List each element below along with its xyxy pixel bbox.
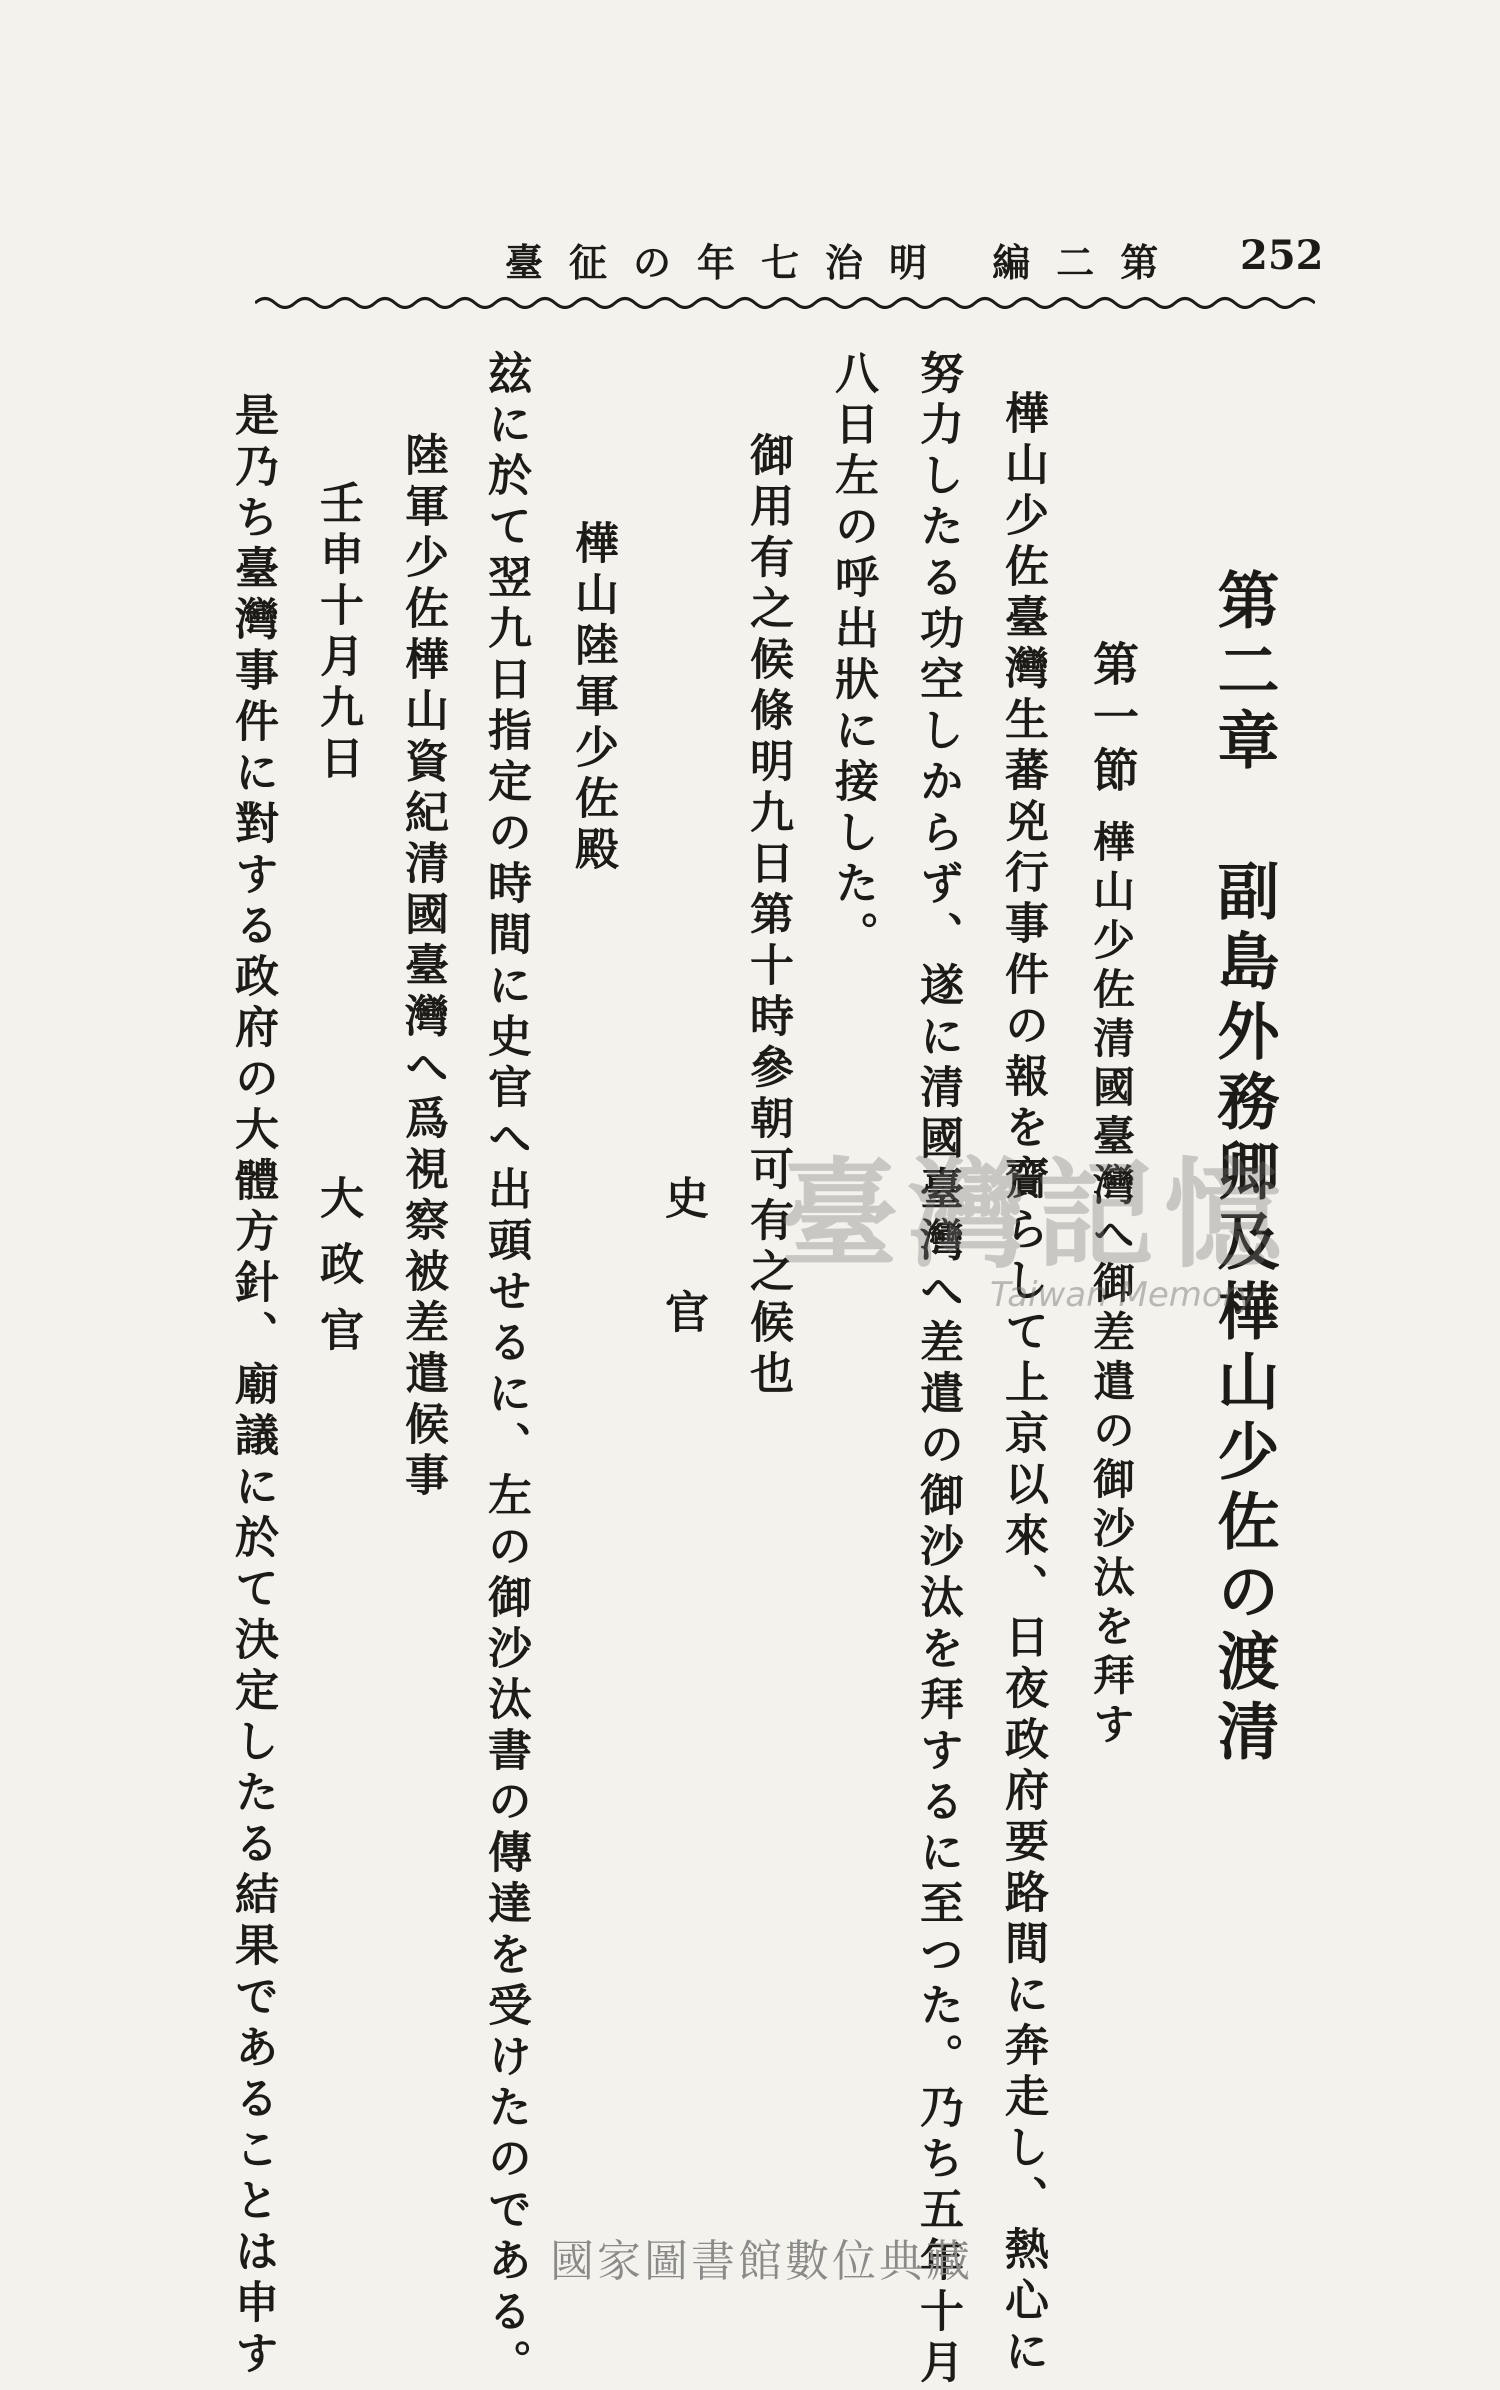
order-date: 壬申十月九日 [312, 480, 363, 786]
taiwan-memory-watermark: 臺灣記憶 [780, 1146, 1293, 1284]
paragraph-1-line-1: 樺山少佐臺灣生蕃兇行事件の報を齎らして上京以來、日夜政府要路間に奔走し、熱心に [997, 390, 1048, 2379]
paragraph-1-line-2: 努力したる功空しからず、遂に清國臺灣へ差遣の御沙汰を拜するに至つた。乃ち五年十月 [912, 350, 963, 2390]
paragraph-1-line-3: 八日左の呼出狀に接した。 [827, 350, 878, 962]
page-number: 252 [1240, 232, 1324, 279]
order-issuer: 大政官 [312, 1175, 363, 1373]
chapter-title: 第二章 副島外務卿及樺山少佐の渡清 [1207, 568, 1280, 1769]
running-title: 臺征の年七治明 編二第 [505, 240, 1185, 285]
paragraph-3: 是乃ち臺灣事件に對する政府の大體方針、廟議に於て決定したる結果であることは申す [227, 392, 278, 2381]
section-label: 第一節 [1086, 640, 1140, 799]
order-text: 陸軍少佐樺山資紀清國臺灣へ爲視察被差遣候事 [397, 432, 448, 1503]
summons-text: 御用有之候條明九日第十時參朝可有之候也 [742, 432, 793, 1401]
paragraph-2: 玆に於て翌九日指定の時間に史官へ出頭せるに、左の御沙汰書の傳達を受けたのである。 [480, 350, 531, 2390]
summons-sender: 史官 [657, 1175, 708, 1403]
section-title: 樺山少佐清國臺灣へ御差遣の御沙汰を拜す [1087, 820, 1136, 1751]
header-wavy-rule [255, 292, 1315, 314]
library-footer: 國家圖書館數位典藏 [550, 2236, 973, 2287]
taiwan-memory-watermark-subtext: Taiwan Memory [990, 1275, 1257, 1315]
summons-addressee: 樺山陸軍少佐殿 [567, 520, 618, 877]
